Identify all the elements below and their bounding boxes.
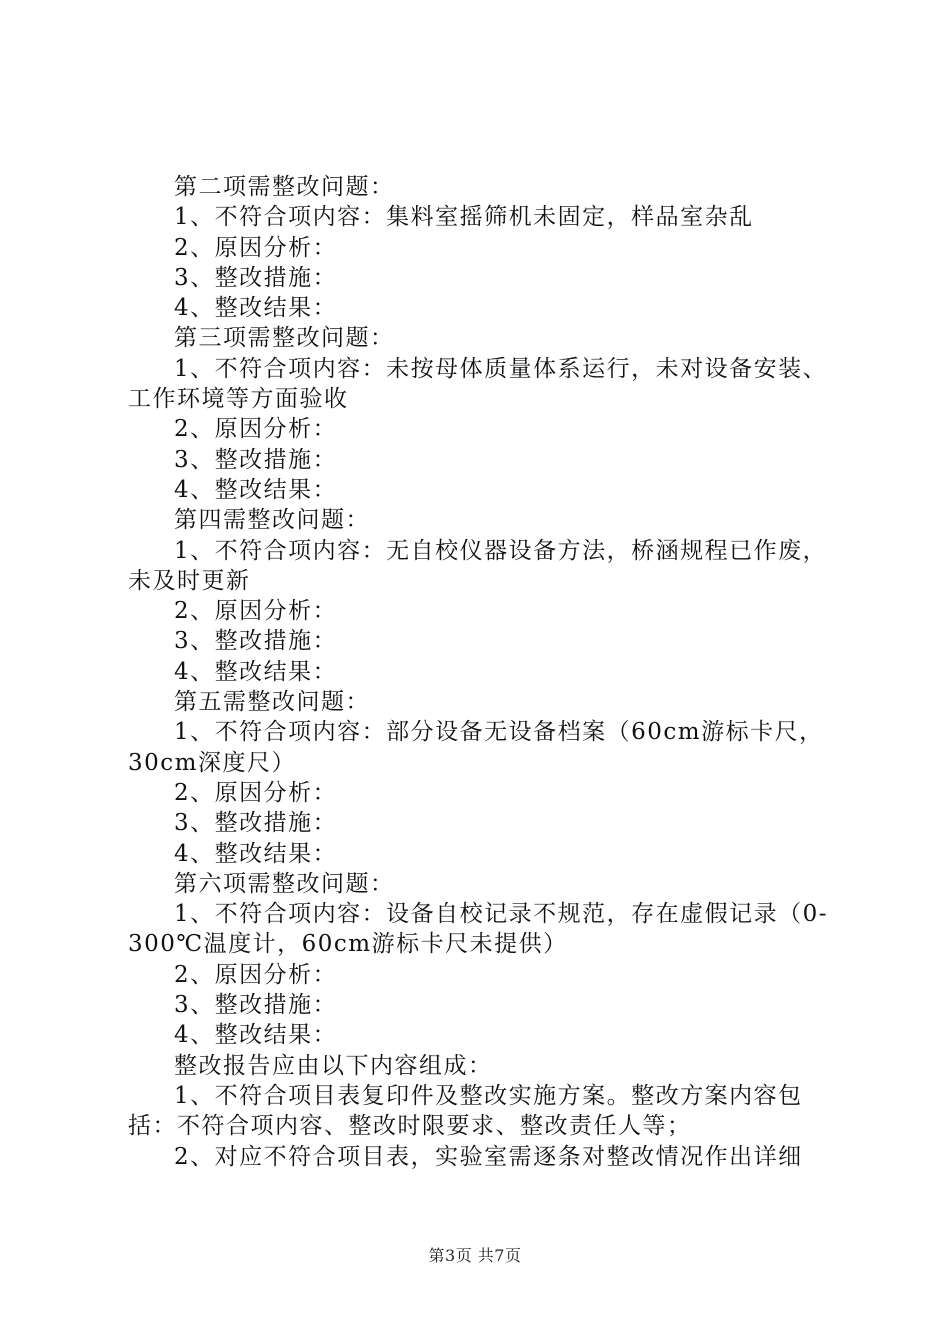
item-corrective-result: 4、整改结果： [174, 658, 338, 685]
section-heading: 第二项需整改问题： [174, 174, 395, 200]
item-cause-analysis: 2、原因分析： [174, 234, 338, 261]
section-heading: 第三项需整改问题： [174, 325, 395, 352]
item-cause-analysis: 2、原因分析： [174, 598, 338, 625]
report-composition-heading: 整改报告应由以下内容组成： [174, 1052, 493, 1079]
item-nonconformity: 1、不符合项内容：部分设备无设备档案（60cm游标卡尺，30cm深度尺） [128, 719, 824, 776]
document-body [128, 172, 850, 1172]
section-heading: 第五需整改问题： [174, 689, 370, 716]
section-heading: 第六项需整改问题： [174, 870, 395, 897]
item-corrective-result: 4、整改结果： [174, 1022, 338, 1049]
item-corrective-measures: 3、整改措施： [174, 992, 338, 1019]
item-nonconformity: 1、不符合项内容：集料室摇筛机未固定，样品室杂乱 [174, 204, 754, 231]
item-nonconformity: 1、不符合项内容：未按母体质量体系运行，未对设备安装、工作环境等方面验收 [128, 355, 828, 413]
section-heading: 第四需整改问题： [174, 507, 370, 534]
item-cause-analysis: 2、原因分析： [174, 416, 338, 443]
item-corrective-result: 4、整改结果： [174, 295, 338, 322]
item-corrective-measures: 3、整改措施： [174, 810, 338, 837]
item-corrective-result: 4、整改结果： [174, 840, 338, 867]
item-nonconformity: 1、不符合项内容：设备自校记录不规范，存在虚假记录（0-300℃温度计，60cm游标卡尺未提供） [128, 901, 829, 958]
page-number-label: 第3页 共7页 [428, 1246, 522, 1265]
report-requirement-item: 2、对应不符合项目表，实验室需逐条对整改情况作出详细 [174, 1143, 803, 1170]
item-corrective-result: 4、整改结果： [174, 476, 338, 503]
item-nonconformity: 1、不符合项内容：无自校仪器设备方法，桥涵规程已作废，未及时更新 [128, 537, 828, 594]
item-corrective-measures: 3、整改措施： [174, 628, 338, 655]
item-cause-analysis: 2、原因分析： [174, 779, 338, 806]
page-footer [0, 1243, 950, 1266]
report-requirement-item: 1、不符合项目表复印件及整改实施方案。整改方案内容包括：不符合项内容、整改时限要求、整改责任人等； [128, 1082, 803, 1140]
item-corrective-measures: 3、整改措施： [174, 446, 338, 473]
item-corrective-measures: 3、整改措施： [174, 264, 338, 291]
item-cause-analysis: 2、原因分析： [174, 961, 338, 988]
